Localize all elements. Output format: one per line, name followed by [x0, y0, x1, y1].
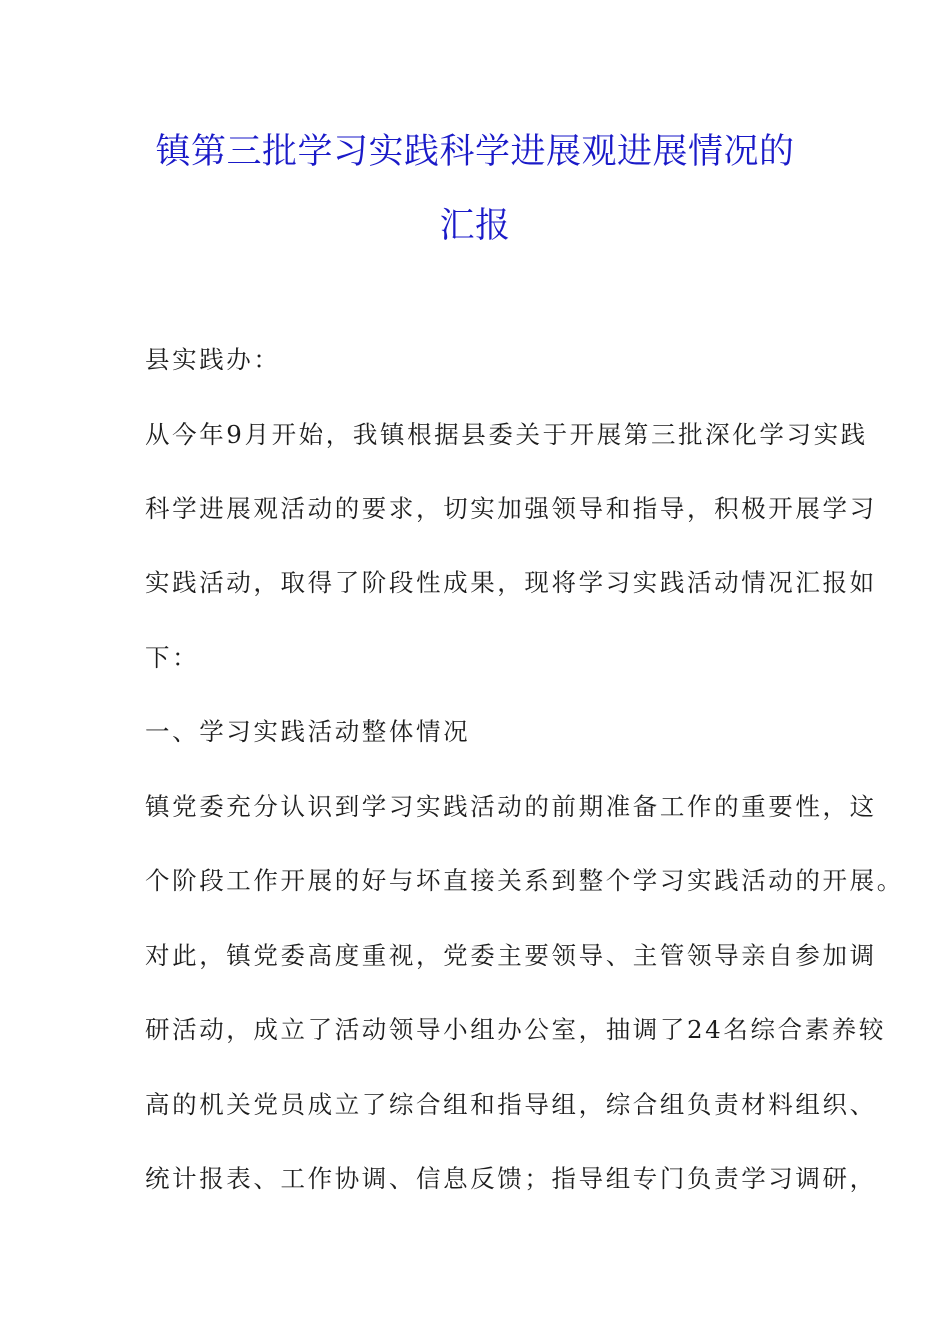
body-line: 研活动，成立了活动领导小组办公室，抽调了24名综合素养较 — [145, 1015, 886, 1044]
body-line: 统计报表、工作协调、信息反馈；指导组专门负责学习调研， — [145, 1164, 877, 1193]
salutation: 县实践办： — [145, 345, 281, 374]
document-title-line-1: 镇第三批学习实践科学进展观进展情况的 — [155, 132, 795, 172]
body-line: 高的机关党员成立了综合组和指导组，综合组负责材料组织、 — [145, 1090, 877, 1119]
body-line: 对此，镇党委高度重视，党委主要领导、主管领导亲自参加调 — [145, 941, 877, 970]
body-line: 实践活动，取得了阶段性成果，现将学习实践活动情况汇报如 — [145, 568, 877, 597]
body-line: 个阶段工作开展的好与坏直接关系到整个学习实践活动的开展。 — [145, 866, 904, 895]
body-line: 下： — [145, 643, 200, 672]
section-heading: 一、学习实践活动整体情况 — [145, 717, 471, 746]
body-line: 从今年9月开始，我镇根据县委关于开展第三批深化学习实践 — [145, 420, 868, 449]
body-line: 科学进展观活动的要求，切实加强领导和指导，积极开展学习 — [145, 494, 877, 523]
body-line: 镇党委充分认识到学习实践活动的前期准备工作的重要性，这 — [145, 792, 877, 821]
document-title-line-2: 汇报 — [439, 206, 511, 246]
